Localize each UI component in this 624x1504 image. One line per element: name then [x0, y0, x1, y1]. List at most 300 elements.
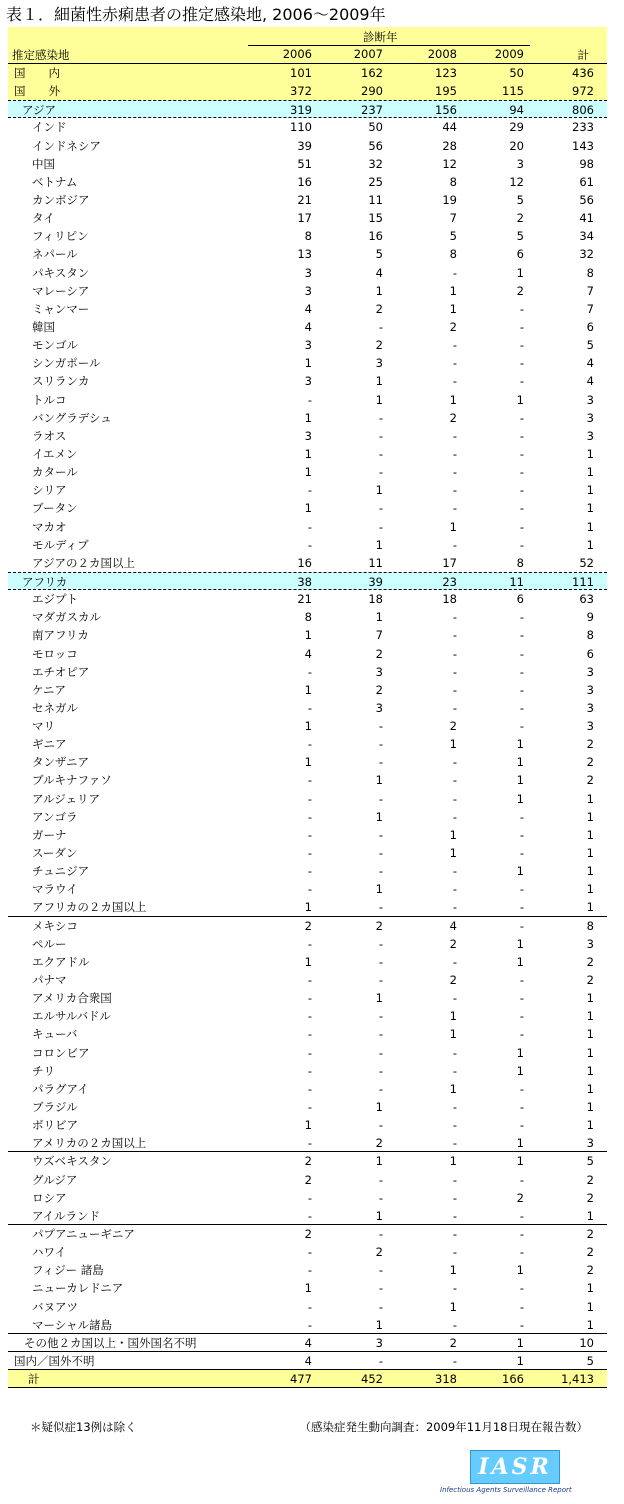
year-cell: 18 [368, 592, 383, 607]
year-header: 2007 [353, 47, 383, 61]
year-cell: 16 [297, 555, 312, 570]
year-cell: - [378, 954, 383, 969]
year-cell: 1 [516, 1063, 524, 1078]
row-label: アメリカ合衆国 [32, 991, 112, 1006]
table-row [8, 245, 607, 263]
year-cell: - [307, 1027, 312, 1042]
year-cell: - [519, 900, 524, 915]
year-cell: - [452, 501, 457, 516]
table-row [8, 391, 607, 409]
row-label: マーシャル諸島 [32, 1317, 113, 1332]
year-cell: 18 [442, 592, 457, 607]
table-row [8, 64, 607, 82]
year-cell: - [307, 1045, 312, 1060]
total-cell: 3 [586, 428, 594, 443]
row-label: ベトナム [32, 174, 78, 189]
year-cell: 290 [361, 84, 383, 99]
year-cell: - [452, 682, 457, 697]
year-cell: - [307, 827, 312, 842]
row-label: パナマ [32, 973, 67, 988]
row-label: バングラデシュ [32, 410, 112, 425]
total-cell: 1 [586, 1317, 594, 1332]
year-cell: 110 [290, 120, 312, 135]
total-cell: 2 [586, 1263, 594, 1278]
year-cell: 1 [516, 936, 524, 951]
year-cell: - [519, 846, 524, 861]
year-cell: - [307, 1317, 312, 1332]
year-cell: 1 [516, 1045, 524, 1060]
year-cell: 1 [375, 283, 383, 298]
total-cell: 1 [586, 519, 594, 534]
year-cell: 372 [290, 84, 312, 99]
data-table [8, 27, 607, 1388]
year-cell: - [519, 301, 524, 316]
year-cell: - [378, 737, 383, 752]
year-cell: - [519, 338, 524, 353]
row-label: ガーナ [32, 827, 67, 842]
year-cell: - [307, 737, 312, 752]
row-label: コロンビア [32, 1045, 90, 1060]
year-cell: 21 [297, 592, 312, 607]
total-cell: 1 [586, 537, 594, 552]
total-cell: 1 [586, 1063, 594, 1078]
total-cell: 1 [586, 882, 594, 897]
total-cell: 1 [586, 809, 594, 824]
row-label: ウズベキスタン [32, 1154, 112, 1169]
total-cell: 436 [572, 66, 594, 80]
table-title: 表１．細菌性赤痢患者の推定感染地, 2006～2009年 [6, 5, 386, 24]
total-cell: 806 [572, 103, 594, 118]
year-cell: - [307, 882, 312, 897]
row-label: タイ [32, 211, 55, 226]
year-cell: - [519, 537, 524, 552]
table-row [8, 1098, 607, 1116]
year-cell: 39 [368, 574, 383, 589]
year-cell: - [307, 1100, 312, 1115]
total-cell: 2 [586, 737, 594, 752]
source-note: （感染症発生動向調査：2009年11月18日現在報告数） [299, 1420, 588, 1434]
table-row [8, 1316, 607, 1334]
total-cell: 233 [572, 120, 594, 135]
year-cell: 25 [368, 174, 383, 189]
year-cell: 1 [304, 1118, 312, 1133]
year-cell: 1 [516, 1353, 524, 1368]
total-cell: 3 [586, 1136, 594, 1151]
year-cell: - [519, 356, 524, 371]
year-cell: - [378, 410, 383, 425]
year-cell: - [307, 1299, 312, 1314]
row-label: ケニア [32, 682, 67, 697]
table-row [8, 771, 607, 789]
year-cell: 11 [368, 555, 383, 570]
year-cell: - [378, 501, 383, 516]
total-cell: 1 [586, 1118, 594, 1133]
table-row [8, 227, 607, 245]
year-cell: - [307, 791, 312, 806]
total-cell: 1 [586, 846, 594, 861]
year-cell: 8 [516, 555, 524, 570]
year-header: 2009 [494, 47, 524, 61]
year-cell: 5 [516, 192, 524, 207]
row-label: ギニア [32, 737, 67, 752]
year-cell: - [452, 1317, 457, 1332]
year-cell: 3 [375, 1335, 383, 1350]
year-cell: - [452, 1227, 457, 1241]
year-cell: - [452, 700, 457, 715]
total-cell: 32 [579, 247, 594, 262]
year-cell: - [452, 954, 457, 969]
year-cell: - [452, 791, 457, 806]
year-cell: 17 [442, 555, 457, 570]
year-cell: 1 [304, 954, 312, 969]
total-cell: 98 [579, 156, 594, 171]
year-cell: - [378, 864, 383, 879]
table-row [8, 808, 607, 826]
year-cell: 319 [290, 103, 312, 118]
row-label: キューバ [32, 1027, 78, 1042]
row-label: アイルランド [32, 1208, 100, 1223]
year-cell: - [519, 973, 524, 988]
year-cell: 1 [375, 1154, 383, 1169]
table-row [8, 318, 607, 336]
footnote: ＊疑似症13例は除く [30, 1420, 137, 1434]
table-row [8, 1352, 607, 1370]
table-row [8, 953, 607, 971]
year-cell: - [378, 719, 383, 734]
year-cell: - [307, 936, 312, 951]
year-cell: 16 [297, 174, 312, 189]
year-cell: 1 [516, 1154, 524, 1169]
year-cell: - [452, 755, 457, 770]
year-cell: - [519, 628, 524, 643]
table-row [8, 264, 607, 282]
year-cell: 2 [449, 410, 457, 425]
year-cell: 1 [449, 301, 457, 316]
total-cell: 41 [579, 211, 594, 226]
year-cell: 1 [449, 1263, 457, 1278]
row-label: インドネシア [32, 138, 101, 153]
row-label: フィリピン [32, 229, 89, 244]
table-row [8, 1279, 607, 1297]
year-cell: 2 [375, 682, 383, 697]
year-cell: 1 [304, 755, 312, 770]
table-row [8, 1334, 607, 1352]
row-label: カタール [32, 465, 78, 480]
year-cell: 94 [509, 103, 524, 118]
year-cell: 8 [304, 610, 312, 625]
year-cell: 20 [509, 138, 524, 153]
year-cell: 38 [297, 574, 312, 589]
year-cell: 1 [375, 773, 383, 788]
table-row [8, 1116, 607, 1134]
year-cell: - [378, 973, 383, 988]
year-cell: - [519, 1317, 524, 1332]
year-cell: - [519, 827, 524, 842]
year-cell: - [519, 1299, 524, 1314]
year-cell: 1 [375, 374, 383, 389]
row-label: 南アフリカ [32, 628, 89, 643]
year-cell: - [519, 991, 524, 1006]
total-cell: 61 [579, 174, 594, 189]
year-cell: 2 [449, 319, 457, 334]
year-cell: 2 [449, 973, 457, 988]
year-cell: 156 [435, 103, 457, 118]
table-row [8, 572, 607, 590]
year-cell: 1 [449, 737, 457, 752]
year-cell: - [378, 827, 383, 842]
row-label: メキシコ [32, 918, 78, 933]
year-cell: - [307, 1063, 312, 1078]
table-row [8, 880, 607, 898]
total-cell: 10 [579, 1335, 594, 1350]
row-label: ブータン [32, 501, 78, 516]
year-cell: 2 [375, 1245, 383, 1260]
year-cell: 1 [516, 1263, 524, 1278]
year-cell: - [452, 610, 457, 625]
total-cell: 1 [586, 1081, 594, 1096]
year-cell: - [452, 537, 457, 552]
year-cell: - [307, 700, 312, 715]
row-label: 国内／国外不明 [14, 1353, 95, 1368]
year-cell: 4 [304, 319, 312, 334]
year-cell: 4 [449, 918, 457, 933]
year-cell: - [519, 446, 524, 461]
table-row [8, 427, 607, 445]
year-cell: 3 [375, 664, 383, 679]
row-label: ロシア [32, 1190, 67, 1205]
row-label: シンガポール [32, 356, 101, 371]
row-label: エチオピア [32, 664, 90, 679]
year-cell: - [519, 1245, 524, 1260]
year-cell: - [519, 682, 524, 697]
table-row [8, 844, 607, 862]
year-cell: 1 [449, 1299, 457, 1314]
year-cell: 2 [304, 1227, 312, 1241]
year-cell: - [378, 1281, 383, 1296]
row-label: パキスタン [32, 265, 90, 280]
year-cell: - [519, 882, 524, 897]
year-cell: - [452, 1190, 457, 1205]
total-cell: 1 [586, 1045, 594, 1060]
table-row [8, 935, 607, 953]
table-row [8, 191, 607, 209]
year-cell: - [452, 1045, 457, 1060]
row-label: ハワイ [32, 1245, 67, 1260]
total-cell: 63 [579, 592, 594, 607]
year-cell: 195 [435, 84, 457, 99]
year-cell: - [307, 392, 312, 407]
table-row [8, 826, 607, 844]
table-row [8, 118, 607, 136]
year-cell: 1 [449, 1009, 457, 1024]
year-cell: - [519, 374, 524, 389]
row-label: その他２カ国以上・国外国名不明 [24, 1335, 197, 1350]
row-label: インド [32, 120, 67, 135]
table-row [8, 1225, 607, 1243]
year-cell: 1 [304, 628, 312, 643]
year-cell: 2 [375, 646, 383, 661]
table-row [8, 499, 607, 517]
table-row [8, 1044, 607, 1062]
year-cell: 2 [449, 719, 457, 734]
row-label: ミャンマー [32, 301, 90, 316]
year-cell: - [378, 1081, 383, 1096]
row-label: スーダン [32, 846, 78, 861]
year-cell: 4 [375, 265, 383, 280]
year-cell: 4 [304, 1353, 312, 1368]
year-cell: 2 [516, 283, 524, 298]
table-row [8, 463, 607, 481]
year-cell: - [378, 1045, 383, 1060]
row-label: マカオ [32, 519, 67, 534]
table-row [8, 1171, 607, 1189]
table-row [8, 536, 607, 554]
total-cell: 1 [586, 827, 594, 842]
total-cell: 1,413 [561, 1372, 594, 1387]
year-cell: 13 [297, 247, 312, 262]
row-label: 韓国 [32, 319, 55, 334]
total-cell: 2 [586, 1245, 594, 1260]
year-cell: - [452, 882, 457, 897]
year-cell: - [519, 428, 524, 443]
total-cell: 1 [586, 900, 594, 915]
year-cell: - [452, 465, 457, 480]
year-cell: 452 [361, 1372, 383, 1387]
table-row [8, 82, 607, 100]
table-body [8, 64, 607, 1388]
year-cell: 1 [304, 446, 312, 461]
total-cell: 1 [586, 483, 594, 498]
year-cell: 3 [304, 283, 312, 298]
row-label: アルジェリア [32, 791, 101, 806]
total-cell: 1 [586, 1281, 594, 1296]
total-cell: 143 [572, 138, 594, 153]
row-label: 国 外 [14, 84, 60, 99]
year-cell: - [378, 1263, 383, 1278]
table-row [8, 898, 607, 916]
year-cell: - [452, 265, 457, 280]
total-cell: 5 [586, 1353, 594, 1368]
year-cell: 44 [442, 120, 457, 135]
year-cell: 1 [516, 864, 524, 879]
year-cell: - [378, 846, 383, 861]
row-label: チュニジア [32, 864, 90, 879]
group-label: 診断年 [363, 30, 398, 44]
row-label: アフリカの２カ国以上 [32, 900, 147, 915]
year-cell: 1 [375, 991, 383, 1006]
year-cell: 2 [304, 1172, 312, 1187]
year-cell: - [519, 319, 524, 334]
year-cell: - [307, 537, 312, 552]
table-row [8, 1370, 607, 1388]
total-cell: 2 [586, 1190, 594, 1205]
year-cell: - [452, 483, 457, 498]
year-cell: - [519, 1227, 524, 1241]
year-header: 2008 [427, 47, 457, 61]
table-row [8, 735, 607, 753]
year-cell: 8 [449, 174, 457, 189]
year-cell: 3 [516, 156, 524, 171]
year-cell: 50 [368, 120, 383, 135]
table-row [8, 717, 607, 735]
year-cell: - [452, 991, 457, 1006]
year-cell: - [378, 791, 383, 806]
total-cell: 3 [586, 392, 594, 407]
table-header [8, 27, 607, 64]
year-cell: - [378, 1299, 383, 1314]
table-row [8, 590, 607, 608]
year-cell: 16 [368, 229, 383, 244]
table-row [8, 518, 607, 536]
table-row [8, 989, 607, 1007]
year-cell: - [452, 1136, 457, 1151]
total-cell: 7 [586, 283, 594, 298]
total-cell: 9 [586, 610, 594, 625]
year-cell: 1 [375, 1208, 383, 1223]
year-cell: - [519, 1027, 524, 1042]
year-cell: 51 [297, 156, 312, 171]
year-cell: 1 [449, 1027, 457, 1042]
year-cell: - [519, 809, 524, 824]
year-cell: 3 [375, 356, 383, 371]
total-cell: 1 [586, 465, 594, 480]
year-cell: 15 [368, 211, 383, 226]
year-cell: 1 [449, 1154, 457, 1169]
total-cell: 1 [586, 1100, 594, 1115]
row-label: モンゴル [32, 338, 78, 353]
row-label: ネパール [32, 247, 78, 262]
year-cell: - [378, 1063, 383, 1078]
total-cell: 972 [572, 84, 594, 99]
table-row [8, 137, 607, 155]
row-label: マリ [32, 719, 55, 734]
year-cell: 1 [516, 755, 524, 770]
year-cell: 162 [361, 66, 383, 80]
table-row [8, 1189, 607, 1207]
total-cell: 6 [586, 319, 594, 334]
year-cell: 8 [449, 247, 457, 262]
year-cell: 1 [304, 682, 312, 697]
year-cell: 8 [304, 229, 312, 244]
year-cell: - [452, 664, 457, 679]
row-label: チリ [32, 1063, 55, 1078]
year-cell: - [452, 773, 457, 788]
year-cell: 7 [449, 211, 457, 226]
year-cell: - [307, 1081, 312, 1096]
year-cell: - [519, 918, 524, 933]
year-cell: - [519, 719, 524, 734]
year-cell: 2 [304, 1154, 312, 1169]
row-label: セネガル [32, 700, 78, 715]
total-cell: 1 [586, 791, 594, 806]
table-row [8, 155, 607, 173]
place-column-header: 推定感染地 [12, 48, 70, 62]
total-cell: 3 [586, 700, 594, 715]
table-row [8, 1080, 607, 1098]
year-cell: - [452, 356, 457, 371]
header-divider [248, 45, 530, 46]
year-cell: 115 [502, 84, 524, 99]
year-cell: 12 [442, 156, 457, 171]
row-label: シリア [32, 483, 67, 498]
year-cell: 1 [375, 610, 383, 625]
table-row [8, 681, 607, 699]
year-cell: - [452, 900, 457, 915]
year-cell: - [378, 1118, 383, 1133]
year-cell: 3 [304, 374, 312, 389]
year-cell: 5 [516, 229, 524, 244]
year-cell: - [452, 374, 457, 389]
